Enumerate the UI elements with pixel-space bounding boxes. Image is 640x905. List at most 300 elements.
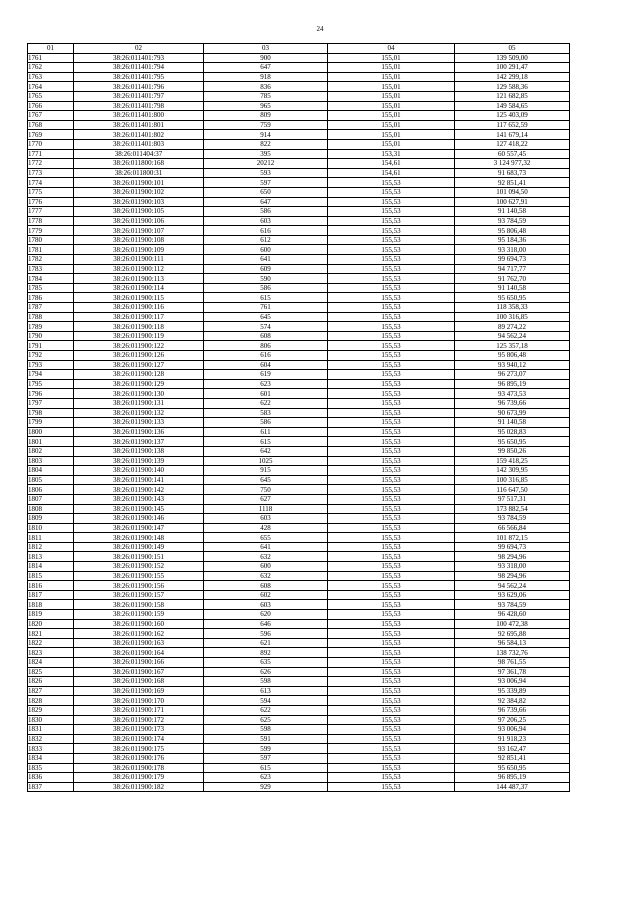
- cell-row-number: 1795: [28, 379, 74, 389]
- cell-row-number: 1799: [28, 418, 74, 428]
- cell-area: 602: [204, 590, 328, 600]
- cell-rate: 155,53: [328, 658, 455, 668]
- cell-cadastral-number: 38:26:011900:178: [74, 763, 204, 773]
- cell-rate: 155,53: [328, 533, 455, 543]
- cell-area: 574: [204, 322, 328, 332]
- cell-row-number: 1832: [28, 734, 74, 744]
- cell-rate: 155,53: [328, 494, 455, 504]
- cell-value: 125 357,18: [455, 341, 570, 351]
- cell-rate: 155,53: [328, 475, 455, 485]
- cell-rate: 155,53: [328, 293, 455, 303]
- cell-cadastral-number: 38:26:011900:127: [74, 360, 204, 370]
- cell-cadastral-number: 38:26:011900:182: [74, 782, 204, 792]
- cell-area: 619: [204, 370, 328, 380]
- cell-value: 97 361,78: [455, 667, 570, 677]
- cell-cadastral-number: 38:26:011900:179: [74, 773, 204, 783]
- cell-area: 20212: [204, 159, 328, 169]
- table-row: [28, 523, 570, 533]
- table-row: [28, 341, 570, 351]
- cell-cadastral-number: 38:26:011900:139: [74, 456, 204, 466]
- cell-row-number: 1813: [28, 552, 74, 562]
- cell-value: 98 761,55: [455, 658, 570, 668]
- cell-rate: 155,53: [328, 331, 455, 341]
- cell-area: 594: [204, 696, 328, 706]
- column-header-01: 01: [28, 44, 74, 54]
- cell-rate: 155,53: [328, 725, 455, 735]
- cell-cadastral-number: 38:26:011900:158: [74, 600, 204, 610]
- cell-value: 93 318,00: [455, 245, 570, 255]
- cell-cadastral-number: 38:26:011900:143: [74, 494, 204, 504]
- cell-cadastral-number: 38:26:011900:101: [74, 178, 204, 188]
- cell-area: 650: [204, 187, 328, 197]
- cell-value: 91 918,23: [455, 734, 570, 744]
- cell-area: 900: [204, 53, 328, 63]
- cell-cadastral-number: 38:26:011900:152: [74, 562, 204, 572]
- cell-row-number: 1811: [28, 533, 74, 543]
- table-row: [28, 514, 570, 524]
- table-row: [28, 619, 570, 629]
- cell-area: 428: [204, 523, 328, 533]
- cell-area: 759: [204, 120, 328, 130]
- cell-value: 96 739,66: [455, 398, 570, 408]
- cell-cadastral-number: 38:26:011900:113: [74, 274, 204, 284]
- table-row: [28, 283, 570, 293]
- cell-value: 93 162,47: [455, 744, 570, 754]
- cell-value: 173 882,54: [455, 504, 570, 514]
- cell-value: 95 806,48: [455, 351, 570, 361]
- cell-cadastral-number: 38:26:011900:145: [74, 504, 204, 514]
- cell-rate: 155,53: [328, 178, 455, 188]
- cell-area: 603: [204, 600, 328, 610]
- cell-rate: 155,53: [328, 360, 455, 370]
- cell-area: 892: [204, 648, 328, 658]
- table-row: [28, 351, 570, 361]
- cell-cadastral-number: 38:26:011401:803: [74, 139, 204, 149]
- cell-row-number: 1812: [28, 542, 74, 552]
- cell-area: 918: [204, 72, 328, 82]
- table-row: [28, 610, 570, 620]
- cell-area: 611: [204, 427, 328, 437]
- table-row: [28, 139, 570, 149]
- cell-row-number: 1786: [28, 293, 74, 303]
- cell-area: 761: [204, 303, 328, 313]
- cell-cadastral-number: 38:26:011900:131: [74, 398, 204, 408]
- cell-row-number: 1798: [28, 408, 74, 418]
- cell-cadastral-number: 38:26:011900:156: [74, 581, 204, 591]
- cell-rate: 153,31: [328, 149, 455, 159]
- cell-rate: 155,01: [328, 130, 455, 140]
- table-row: [28, 168, 570, 178]
- table-row: [28, 82, 570, 92]
- cell-rate: 155,53: [328, 322, 455, 332]
- cell-row-number: 1797: [28, 398, 74, 408]
- cell-cadastral-number: 38:26:011900:163: [74, 638, 204, 648]
- cell-row-number: 1770: [28, 139, 74, 149]
- cell-area: 590: [204, 274, 328, 284]
- cell-value: 93 473,53: [455, 389, 570, 399]
- cell-rate: 155,53: [328, 514, 455, 524]
- cell-cadastral-number: 38:26:011900:114: [74, 283, 204, 293]
- cell-row-number: 1805: [28, 475, 74, 485]
- cell-value: 93 629,06: [455, 590, 570, 600]
- cell-area: 613: [204, 686, 328, 696]
- table-row: [28, 571, 570, 581]
- cell-value: 91 140,58: [455, 207, 570, 217]
- table-row: [28, 226, 570, 236]
- cell-value: 93 784,59: [455, 600, 570, 610]
- cell-value: 99 694,73: [455, 255, 570, 265]
- cell-rate: 155,53: [328, 782, 455, 792]
- cell-area: 647: [204, 197, 328, 207]
- cell-value: 101 872,15: [455, 533, 570, 543]
- cell-row-number: 1781: [28, 245, 74, 255]
- cell-rate: 154,61: [328, 159, 455, 169]
- cell-area: 642: [204, 446, 328, 456]
- cell-cadastral-number: 38:26:011900:137: [74, 437, 204, 447]
- cell-area: 603: [204, 514, 328, 524]
- cell-cadastral-number: 38:26:011800:31: [74, 168, 204, 178]
- cell-row-number: 1794: [28, 370, 74, 380]
- cell-area: 583: [204, 408, 328, 418]
- cell-rate: 155,53: [328, 667, 455, 677]
- cell-rate: 155,53: [328, 437, 455, 447]
- cell-row-number: 1808: [28, 504, 74, 514]
- cell-area: 625: [204, 715, 328, 725]
- cell-row-number: 1804: [28, 466, 74, 476]
- cell-area: 622: [204, 398, 328, 408]
- cell-row-number: 1828: [28, 696, 74, 706]
- cell-cadastral-number: 38:26:011900:126: [74, 351, 204, 361]
- cell-value: 92 695,88: [455, 629, 570, 639]
- cell-row-number: 1792: [28, 351, 74, 361]
- cell-row-number: 1816: [28, 581, 74, 591]
- cell-value: 118 358,33: [455, 303, 570, 313]
- cell-row-number: 1834: [28, 753, 74, 763]
- table-row: [28, 456, 570, 466]
- cell-value: 98 294,96: [455, 571, 570, 581]
- cell-value: 138 732,76: [455, 648, 570, 658]
- cell-area: 655: [204, 533, 328, 543]
- cell-rate: 155,53: [328, 686, 455, 696]
- table-row: [28, 648, 570, 658]
- table-row: [28, 235, 570, 245]
- table-row: [28, 600, 570, 610]
- cell-value: 95 339,89: [455, 686, 570, 696]
- cell-area: 597: [204, 178, 328, 188]
- cell-row-number: 1836: [28, 773, 74, 783]
- table-row: [28, 466, 570, 476]
- cell-cadastral-number: 38:26:011900:155: [74, 571, 204, 581]
- table-row: [28, 446, 570, 456]
- table-row: [28, 370, 570, 380]
- cell-rate: 155,53: [328, 312, 455, 322]
- cell-rate: 155,53: [328, 197, 455, 207]
- cell-row-number: 1773: [28, 168, 74, 178]
- cell-rate: 155,53: [328, 303, 455, 313]
- cell-row-number: 1814: [28, 562, 74, 572]
- cell-area: 641: [204, 255, 328, 265]
- cell-value: 95 650,95: [455, 293, 570, 303]
- cell-rate: 155,53: [328, 245, 455, 255]
- cell-cadastral-number: 38:26:011900:141: [74, 475, 204, 485]
- cell-row-number: 1831: [28, 725, 74, 735]
- cell-area: 600: [204, 245, 328, 255]
- table-row: [28, 552, 570, 562]
- table-row: [28, 303, 570, 313]
- cell-rate: 155,53: [328, 427, 455, 437]
- cell-value: 96 895,19: [455, 773, 570, 783]
- cell-value: 89 274,22: [455, 322, 570, 332]
- table-row: [28, 494, 570, 504]
- cell-cadastral-number: 38:26:011404:37: [74, 149, 204, 159]
- cell-area: 586: [204, 283, 328, 293]
- table-row: [28, 389, 570, 399]
- cell-value: 100 316,85: [455, 475, 570, 485]
- cell-value: 96 739,66: [455, 705, 570, 715]
- cell-area: 822: [204, 139, 328, 149]
- cell-cadastral-number: 38:26:011900:169: [74, 686, 204, 696]
- table-row: [28, 725, 570, 735]
- cell-area: 615: [204, 293, 328, 303]
- cell-rate: 155,53: [328, 629, 455, 639]
- cell-value: 141 679,14: [455, 130, 570, 140]
- column-header-03: 03: [204, 44, 328, 54]
- table-row: [28, 255, 570, 265]
- cell-area: 621: [204, 638, 328, 648]
- cell-rate: 155,53: [328, 753, 455, 763]
- cell-row-number: 1807: [28, 494, 74, 504]
- cell-area: 915: [204, 466, 328, 476]
- cell-value: 92 384,82: [455, 696, 570, 706]
- cell-cadastral-number: 38:26:011401:800: [74, 111, 204, 121]
- cell-cadastral-number: 38:26:011900:167: [74, 667, 204, 677]
- cell-value: 97 206,25: [455, 715, 570, 725]
- table-row: [28, 773, 570, 783]
- cell-cadastral-number: 38:26:011401:795: [74, 72, 204, 82]
- cell-value: 100 472,38: [455, 619, 570, 629]
- cell-row-number: 1774: [28, 178, 74, 188]
- table-row: [28, 72, 570, 82]
- table-row: [28, 322, 570, 332]
- cell-rate: 155,53: [328, 763, 455, 773]
- cell-cadastral-number: 38:26:011900:138: [74, 446, 204, 456]
- cell-cadastral-number: 38:26:011900:117: [74, 312, 204, 322]
- cell-area: 609: [204, 264, 328, 274]
- cell-value: 93 784,59: [455, 216, 570, 226]
- cell-rate: 155,53: [328, 581, 455, 591]
- column-header-04: 04: [328, 44, 455, 54]
- table-row: [28, 178, 570, 188]
- cell-row-number: 1817: [28, 590, 74, 600]
- cell-rate: 155,53: [328, 552, 455, 562]
- cell-rate: 155,53: [328, 341, 455, 351]
- cell-value: 93 784,59: [455, 514, 570, 524]
- cell-area: 645: [204, 312, 328, 322]
- cell-area: 591: [204, 734, 328, 744]
- cell-row-number: 1767: [28, 111, 74, 121]
- cell-row-number: 1818: [28, 600, 74, 610]
- cell-rate: 155,53: [328, 542, 455, 552]
- cell-value: 129 588,36: [455, 82, 570, 92]
- cell-cadastral-number: 38:26:011900:115: [74, 293, 204, 303]
- table-row: [28, 187, 570, 197]
- table-row: [28, 91, 570, 101]
- cell-value: 96 584,13: [455, 638, 570, 648]
- cell-value: 91 683,73: [455, 168, 570, 178]
- cell-area: 785: [204, 91, 328, 101]
- cell-value: 100 316,85: [455, 312, 570, 322]
- cell-row-number: 1763: [28, 72, 74, 82]
- cell-value: 116 647,50: [455, 485, 570, 495]
- table-row: [28, 504, 570, 514]
- cell-value: 93 006,94: [455, 677, 570, 687]
- cell-rate: 155,53: [328, 187, 455, 197]
- table-row: [28, 705, 570, 715]
- cell-row-number: 1824: [28, 658, 74, 668]
- cell-area: 647: [204, 63, 328, 73]
- cell-value: 95 650,95: [455, 437, 570, 447]
- cell-cadastral-number: 38:26:011900:162: [74, 629, 204, 639]
- cell-row-number: 1815: [28, 571, 74, 581]
- cell-row-number: 1784: [28, 274, 74, 284]
- table-row: [28, 715, 570, 725]
- cell-value: 95 650,95: [455, 763, 570, 773]
- cell-area: 395: [204, 149, 328, 159]
- cell-value: 127 418,22: [455, 139, 570, 149]
- cell-cadastral-number: 38:26:011900:130: [74, 389, 204, 399]
- table-row: [28, 418, 570, 428]
- cell-value: 117 652,59: [455, 120, 570, 130]
- cell-rate: 155,53: [328, 638, 455, 648]
- cell-rate: 155,53: [328, 351, 455, 361]
- table-row: [28, 331, 570, 341]
- table-row: [28, 408, 570, 418]
- cell-rate: 155,53: [328, 734, 455, 744]
- cell-value: 94 562,24: [455, 581, 570, 591]
- table-row: [28, 590, 570, 600]
- cell-area: 593: [204, 168, 328, 178]
- cell-row-number: 1823: [28, 648, 74, 658]
- cell-cadastral-number: 38:26:011900:107: [74, 226, 204, 236]
- cell-cadastral-number: 38:26:011900:102: [74, 187, 204, 197]
- cell-area: 750: [204, 485, 328, 495]
- cell-cadastral-number: 38:26:011900:166: [74, 658, 204, 668]
- cell-area: 600: [204, 562, 328, 572]
- cell-area: 596: [204, 629, 328, 639]
- table-row: [28, 533, 570, 543]
- cell-value: 121 682,85: [455, 91, 570, 101]
- cell-cadastral-number: 38:26:011900:159: [74, 610, 204, 620]
- cell-value: 93 940,12: [455, 360, 570, 370]
- cell-value: 139 509,00: [455, 53, 570, 63]
- column-header-05: 05: [455, 44, 570, 54]
- cell-rate: 155,53: [328, 283, 455, 293]
- cell-area: 598: [204, 677, 328, 687]
- cell-row-number: 1800: [28, 427, 74, 437]
- table-row: [28, 696, 570, 706]
- table-row: [28, 485, 570, 495]
- table-row: [28, 293, 570, 303]
- cell-cadastral-number: 38:26:011900:133: [74, 418, 204, 428]
- cell-area: 612: [204, 235, 328, 245]
- cell-value: 96 895,19: [455, 379, 570, 389]
- cell-row-number: 1827: [28, 686, 74, 696]
- cell-rate: 155,53: [328, 705, 455, 715]
- cell-value: 90 673,99: [455, 408, 570, 418]
- cell-area: 1025: [204, 456, 328, 466]
- cell-area: 1118: [204, 504, 328, 514]
- cell-rate: 155,53: [328, 619, 455, 629]
- cell-value: 159 418,25: [455, 456, 570, 466]
- cell-rate: 155,53: [328, 715, 455, 725]
- cell-rate: 155,01: [328, 82, 455, 92]
- cell-rate: 155,53: [328, 456, 455, 466]
- cell-rate: 154,61: [328, 168, 455, 178]
- cell-area: 623: [204, 379, 328, 389]
- cell-rate: 155,53: [328, 274, 455, 284]
- table-row: [28, 427, 570, 437]
- cell-cadastral-number: 38:26:011900:112: [74, 264, 204, 274]
- table-row: [28, 437, 570, 447]
- cell-rate: 155,53: [328, 389, 455, 399]
- cell-value: 93 006,94: [455, 725, 570, 735]
- cell-area: 603: [204, 216, 328, 226]
- cell-area: 646: [204, 619, 328, 629]
- table-row: [28, 686, 570, 696]
- table-row: [28, 149, 570, 159]
- cell-row-number: 1837: [28, 782, 74, 792]
- cell-row-number: 1785: [28, 283, 74, 293]
- table-row: [28, 562, 570, 572]
- table-row: [28, 542, 570, 552]
- cell-rate: 155,01: [328, 63, 455, 73]
- cell-cadastral-number: 38:26:011900:103: [74, 197, 204, 207]
- cell-area: 632: [204, 552, 328, 562]
- cell-cadastral-number: 38:26:011900:157: [74, 590, 204, 600]
- cell-cadastral-number: 38:26:011401:801: [74, 120, 204, 130]
- table-row: [28, 101, 570, 111]
- cell-area: 608: [204, 331, 328, 341]
- cell-cadastral-number: 38:26:011900:136: [74, 427, 204, 437]
- cell-area: 641: [204, 542, 328, 552]
- cell-cadastral-number: 38:26:011900:175: [74, 744, 204, 754]
- cell-cadastral-number: 38:26:011900:109: [74, 245, 204, 255]
- cell-rate: 155,53: [328, 485, 455, 495]
- cell-value: 91 762,70: [455, 274, 570, 284]
- table-row: [28, 120, 570, 130]
- page-number: 24: [316, 25, 324, 33]
- cell-cadastral-number: 38:26:011900:108: [74, 235, 204, 245]
- cell-value: 99 694,73: [455, 542, 570, 552]
- cell-rate: 155,01: [328, 111, 455, 121]
- cell-value: 94 717,77: [455, 264, 570, 274]
- cell-area: 836: [204, 82, 328, 92]
- table-row: [28, 398, 570, 408]
- cell-rate: 155,53: [328, 408, 455, 418]
- cell-cadastral-number: 38:26:011900:160: [74, 619, 204, 629]
- cell-cadastral-number: 38:26:011900:171: [74, 705, 204, 715]
- cell-rate: 155,01: [328, 91, 455, 101]
- table-row: [28, 130, 570, 140]
- table-row: [28, 379, 570, 389]
- cell-row-number: 1779: [28, 226, 74, 236]
- cell-row-number: 1806: [28, 485, 74, 495]
- cell-area: 598: [204, 725, 328, 735]
- cell-rate: 155,53: [328, 648, 455, 658]
- cell-rate: 155,01: [328, 101, 455, 111]
- table-row: [28, 638, 570, 648]
- table-row: [28, 360, 570, 370]
